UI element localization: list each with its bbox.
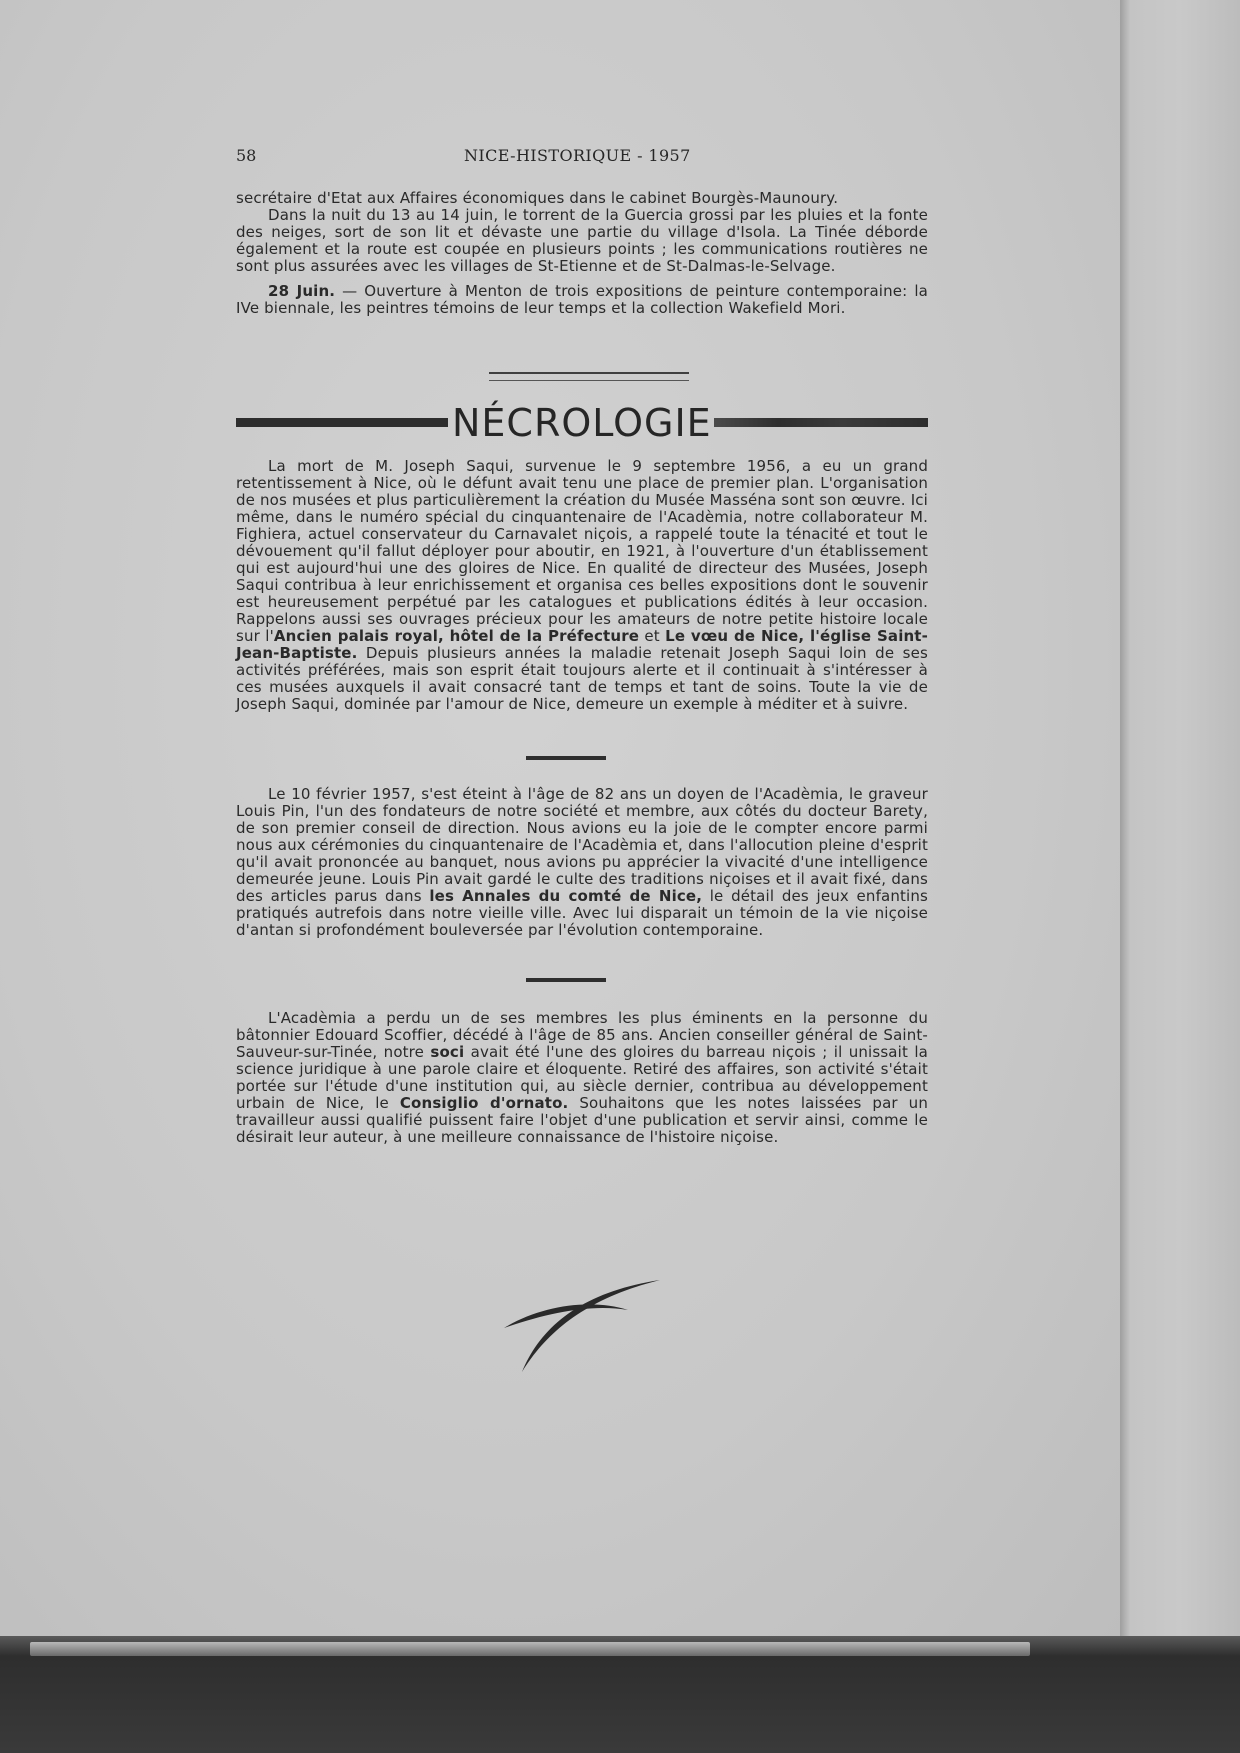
paragraph-text: Depuis plusieurs années la maladie retenait Joseph Saqui loin de ses activités préférées, mais son esprit était toujours alerte et il continuait à s'intéresser à ces musées auxquels il avait consacré tant de temps et tant de soins. Toute la vie de Joseph Saqui, dominée par l'amour de Nice, demeure un exemple à méditer et à suivre.	[236, 644, 928, 713]
intro-line: secrétaire d'Etat aux Affaires économiques dans le cabinet Bourgès-Maunoury.	[236, 189, 839, 207]
journal-title: NICE-HISTORIQUE - 1957	[464, 146, 691, 165]
paragraph-text: — Ouverture à Menton de trois expositions de peinture contemporaine: la IVe biennale, les peintres témoins de leur temps et la collection Wakefield Mori.	[236, 282, 929, 317]
obituary-scoffier	[236, 1010, 928, 1146]
paragraph-text: L'Acadèmia a perdu un de ses membres les plus éminents en la personne du bâtonnier Edouard Scoffier, décédé à l'âge de 85 ans. Ancien conseiller général de Saint-Sauveur-sur-Tinée, notre	[236, 1009, 928, 1061]
bold-word: soci	[430, 1043, 465, 1061]
paragraph-text: le détail des jeux enfantins pratiqués autrefois dans notre vieille ville. Avec lui disparait un témoin de la vie niçoise d'antan si profondément bouleversée par l'évolution contemporaine.	[236, 887, 928, 939]
underlying-page	[1120, 0, 1240, 1680]
paragraph-text: avait été l'une des gloires du barreau niçois ; il unissait la science juridique à une parole claire et éloquente. Retiré des affaires, son activité s'était portée sur l'étude d'une institution qui, au siècle dernier, contribua au développement urbain de Nice, le	[236, 1043, 928, 1112]
bold-title: Consiglio d'ornato.	[399, 1094, 569, 1112]
section-title: NÉCROLOGIE	[452, 401, 712, 445]
date-lead: 28 Juin.	[268, 282, 336, 300]
intro-paragraph-june	[236, 283, 928, 317]
paragraph-text: La mort de M. Joseph Saqui, survenue le 9 septembre 1956, a eu un grand retentissement à Nice, où le défunt avait tenu une place de premier plan. L'organisation de nos musées et plus particulièrement la création du Musée Masséna sont son œuvre. Ici même, dans le numéro spécial du cinquantenaire de l'Acadèmia, notre collaborateur M. Fighiera, actuel conservateur du Carnavalet niçois, a rappelé toute la ténacité et tout le dévouement qu'il fallut déployer pour aboutir, en 1921, à l'ouverture d'un établissement qui est aujourd'hui une des gloires de Nice. En qualité de directeur des Musées, Joseph Saqui contribua à leur enrichissement et organisa ces belles expositions dont le souvenir est heureusement perpétué par les catalogues et publications édités à leur occasion. Rappelons aussi ses ouvrages précieux pour les amateurs de notre petite histoire locale sur l'	[236, 457, 928, 645]
heading-bar-left	[236, 418, 448, 427]
heading-bar-right	[714, 418, 928, 427]
intro-paragraph: Dans la nuit du 13 au 14 juin, le torrent de la Guercia grossi par les pluies et la fonte des neiges, sort de son lit et dévaste une partie du village d'Isola. La Tinée déborde également et la route est coupée en plusieurs points ; les communications routières ne sont plus assurées avec les villages de St-Etienne et de St-Dalmas-le-Selvage.	[236, 206, 928, 275]
bold-title: les Annales du comté de Nice,	[429, 887, 703, 905]
running-head	[236, 146, 696, 168]
intro-text	[236, 190, 928, 317]
bold-title: Ancien palais royal, hôtel de la Préfecture	[273, 627, 640, 645]
obituary-pin	[236, 786, 928, 939]
double-rule-divider	[489, 372, 689, 381]
paragraph-text: Le 10 février 1957, s'est éteint à l'âge de 82 ans un doyen de l'Acadèmia, le graveur Louis Pin, l'un des fondateurs de notre société et membre, aux côtés du docteur Barety, de son premier conseil de direction. Nous avions eu la joie de le compter encore parmi nous aux cérémonies du cinquantenaire de l'Acadèmia et, dans l'allocution pleine d'esprit qu'il avait prononcée au banquet, nous avions pu apprécier la vivacité d'une intelligence demeurée jeune. Louis Pin avait gardé le culte des traditions niçoises et il avait fixé, dans des articles parus dans	[236, 785, 928, 905]
section-heading	[236, 400, 928, 446]
bold-title: Le vœu de Nice, l'église Saint-Jean-Baptiste.	[236, 627, 929, 662]
paragraph-text: Souhaitons que les notes laissées par un travailleur aussi qualifié puissent faire l'objet d'une publication et servir ainsi, comme le désirait leur auteur, à une meilleure connaissance de l'histoire niçoise.	[236, 1094, 928, 1146]
obituary-saqui	[236, 458, 928, 713]
page-bottom-strip	[30, 1642, 1030, 1656]
paragraph-text: et	[639, 627, 666, 645]
short-rule-divider	[526, 756, 606, 760]
swoosh-icon	[500, 1278, 670, 1373]
page-number: 58	[236, 146, 257, 165]
short-rule-divider	[526, 978, 606, 982]
